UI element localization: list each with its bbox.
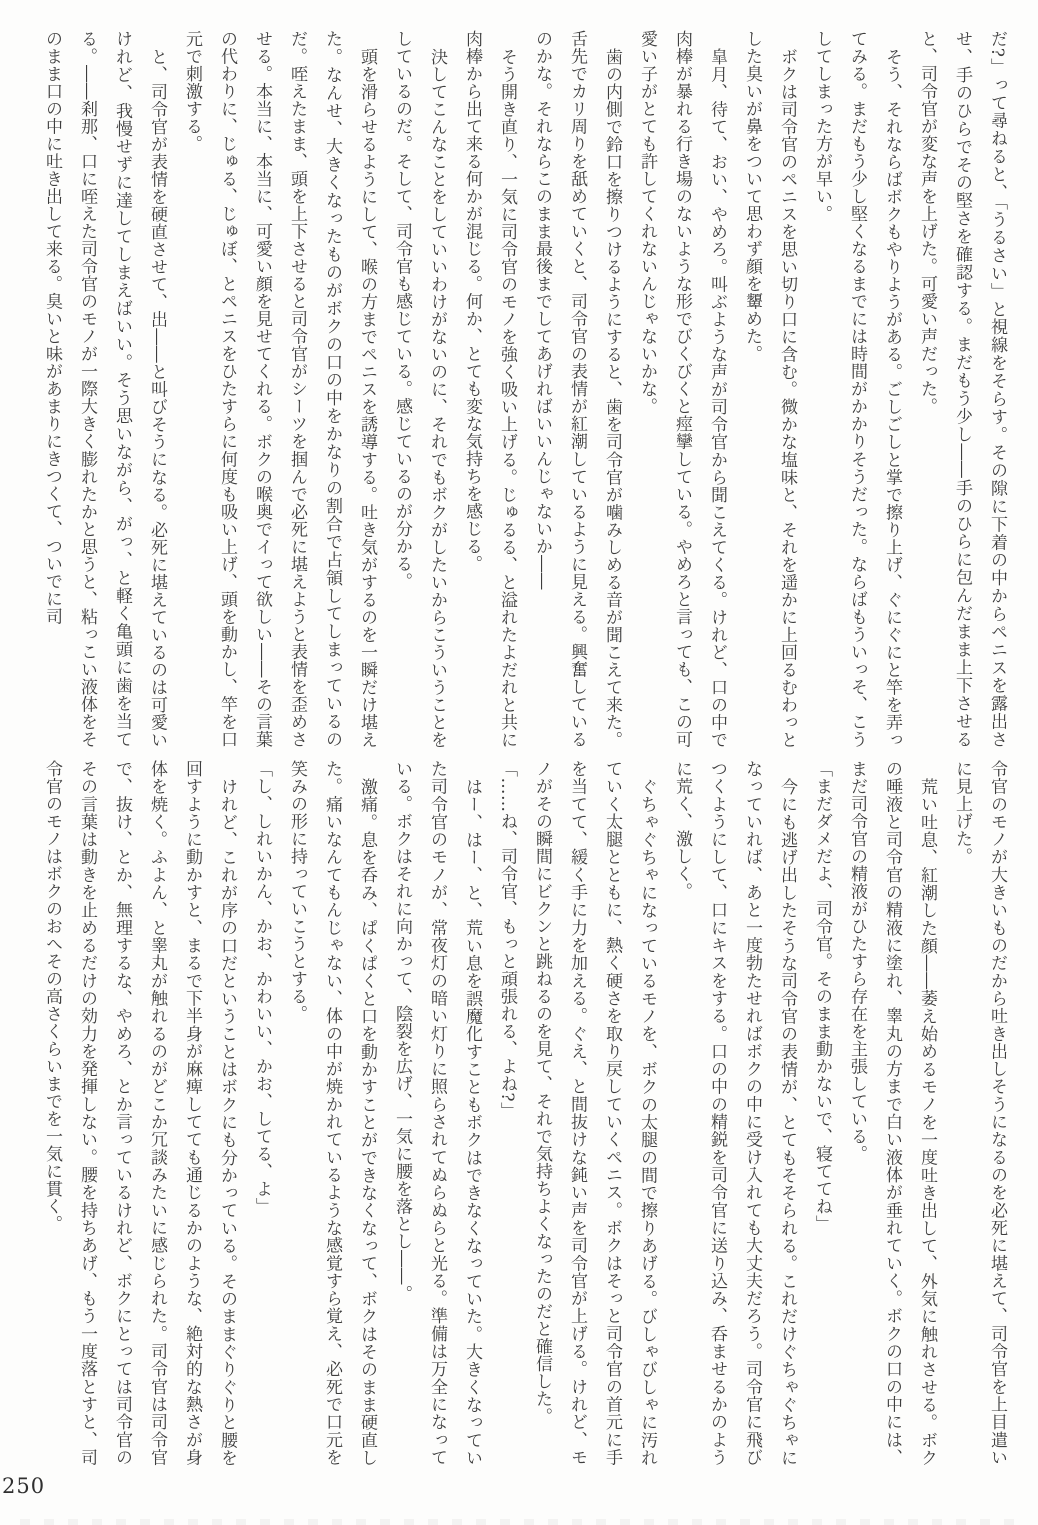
- paragraph: 頭を滑らせるようにして、喉の方までペニスを誘導する。吐き気がするのを一瞬だけ堪えた。なんせ、大きくなったものがボクの口の中をかなりの割合で占領してしまっているのだ。咥えたまま、頭を上下させると司令官がシーツを掴んで必死に堪えようと表情を歪めさせる。本当に、本当に、可愛い顔を見せてくれる。ボクの喉奥でイって欲しい――その言葉の代わりに、じゅる、じゅぼ、とペニスをひたすらに何度も吸い上げ、頭を動かし、竿を口元で刺激する。: [182, 30, 377, 749]
- bottom-edge-cutoff-print: [20, 1519, 1018, 1525]
- paragraph: けれど、これが序の口だということはボクにも分かっている。そのままぐりぐりと腰を回すように動かすと、まるで下半身が麻痺してても通じるかのような、絶対的な熱さが身体を焼く。ふよん、と睾丸が触れるのがどこか冗談みたいに感じられた。司令官は司令官で、抜け、とか、無理するな、やめろ、とか言っているけれど、ボクにとっては司令官のその言葉は動きを止めるだけの効力を発揮しない。腰を持ちあげ、もう一度落とすと、司令官のモノはボクのおへその高さくらいまでを一気に貫く。: [42, 760, 237, 1466]
- paragraph: と、司令官が表情を硬直させて、出――と叫びそうになる。必死に堪えているのは可愛いけれど、我慢せずに達してしまえばいい。そう思いながら、がっ、と軽く亀頭に歯を当てる。――刹那、口に咥えた司令官のモノが一際大きく膨れたかと思うと、粘っこい液体をそのまま口の中に吐き出して来る。臭いと味があまりにきつくて、ついでに司: [42, 30, 167, 749]
- paragraph: 決してこんなことをしていいわけがないのに、それでもボクがしたいからこういうことをしているのだ。そして、司令官も感じている。感じているのが分かる。: [392, 30, 447, 748]
- paragraph: 令官のモノが大きいものだから吐き出しそうになるのを必死に堪えて、司令官を上目遣いに見上げた。: [952, 760, 1007, 1466]
- paragraph: はー、はー、と、荒い息を誤魔化すこともボクはできなくなっていた。大きくなっていた司令官のモノが、常夜灯の暗い灯りに照らされてぬらぬらと光る。準備は万全になっている。ボクはそれに向かって、陰裂を広げ、一気に腰を落とし――。: [392, 760, 482, 1467]
- paragraph: 「……ね、司令官、もっと頑張れる、よね?」: [497, 760, 517, 1120]
- paragraph: ぐちゃぐちゃになっているモノを、ボクの太腿の間で擦りあげる。びしゃびしゃに汚れていく太腿とともに、熱く硬さを取り戻していくペニス。ボクはそっと司令官の首元に手を当てて、緩く手に力を加える。ぐえ、と間抜けな鈍い声を司令官が上げる。けれど、モノがその瞬間にビクンと跳ねるのを見て、それで気持ちよくなったのだと確信した。: [532, 760, 657, 1466]
- paragraph: 激痛。息を呑み、ぱくぱくと口を動かすことができなくなって、ボクはそのまま硬直した。痛いなんてもんじゃない、体の中が焼かれているような感覚すら覚え、必死で口元を笑みの形に持っていこうとする。: [287, 760, 377, 1466]
- page-number: 250: [2, 1474, 46, 1498]
- paragraph: 「し、しれいかん、かお、かわいい、かお、してる、よ」: [252, 760, 272, 1215]
- bottom-text-block: [26, 760, 1014, 1466]
- paragraph: 荒い吐息、紅潮した顔――萎え始めるモノを一度吐き出して、外気に触れさせる。ボクの唾液と司令官の精液に塗れ、睾丸の方まで白い液体が垂れていく。ボクの口の中には、まだ司令官の精液がひたすら存在を主張している。: [847, 760, 937, 1467]
- top-text-block: [26, 30, 1014, 748]
- paragraph: だ?」って尋ねると、「うるさい」と視線をそらす。その隙に下着の中からペニスを露出させ、手のひらでその堅さを確認する。まだもう少し――手のひらに包んだまま上下させると、司令官が変な声を上げた。可愛い声だった。: [917, 30, 1007, 749]
- paragraph: 皐月、待て、おい、やめろ。叫ぶような声が司令官から聞こえてくる。けれど、口の中で肉棒が暴れる行き場のないような形でびくびくと痙攣している。やめろと言っても、この可愛い子がとても許してくれないんじゃないかな。: [637, 30, 727, 748]
- paragraph: 「まだダメだよ、司令官。そのまま動かないで、寝ててね」: [812, 760, 832, 1233]
- paragraph: 今にも逃げ出したそうな司令官の表情が、とてもそそられる。これだけぐちゃぐちゃになっていれば、あと一度勃たせればボクの中に受け入れても大丈夫だろう。司令官に飛びつくようにして、口にキスをする。口の中の精鋭を司令官に送り込み、呑ませるかのように荒く、激しく。: [672, 760, 797, 1466]
- paragraph: 歯の内側で鈴口を擦りつけるようにすると、歯を司令官が噛みしめる音が聞こえて来た。舌先でカリ周りを舐めていくと、司令官の表情が紅潮しているように見える。興奮しているのかな。それならこのまま最後までしてあげればいいんじゃないか――: [532, 30, 622, 748]
- paragraph: ボクは司令官のペニスを思い切り口に含む。微かな塩味と、それを遥かに上回るむわっとした臭いが鼻をついて思わず顔を顰めた。: [742, 30, 797, 748]
- paragraph: そう開き直り、一気に司令官のモノを強く吸い上げる。じゅるる、と溢れたよだれと共に肉棒から出て来る何かが混じる。何か、とても変な気持ちを感じる。: [462, 30, 517, 748]
- paragraph: そう、それならばボクもやりようがある。ごしごしと掌で擦り上げ、ぐにぐにと竿を弄ってみる。まだもう少し堅くなるまでには時間がかかりそうだった。ならばもういっそ、こうしてしまった方が早い。: [812, 30, 902, 748]
